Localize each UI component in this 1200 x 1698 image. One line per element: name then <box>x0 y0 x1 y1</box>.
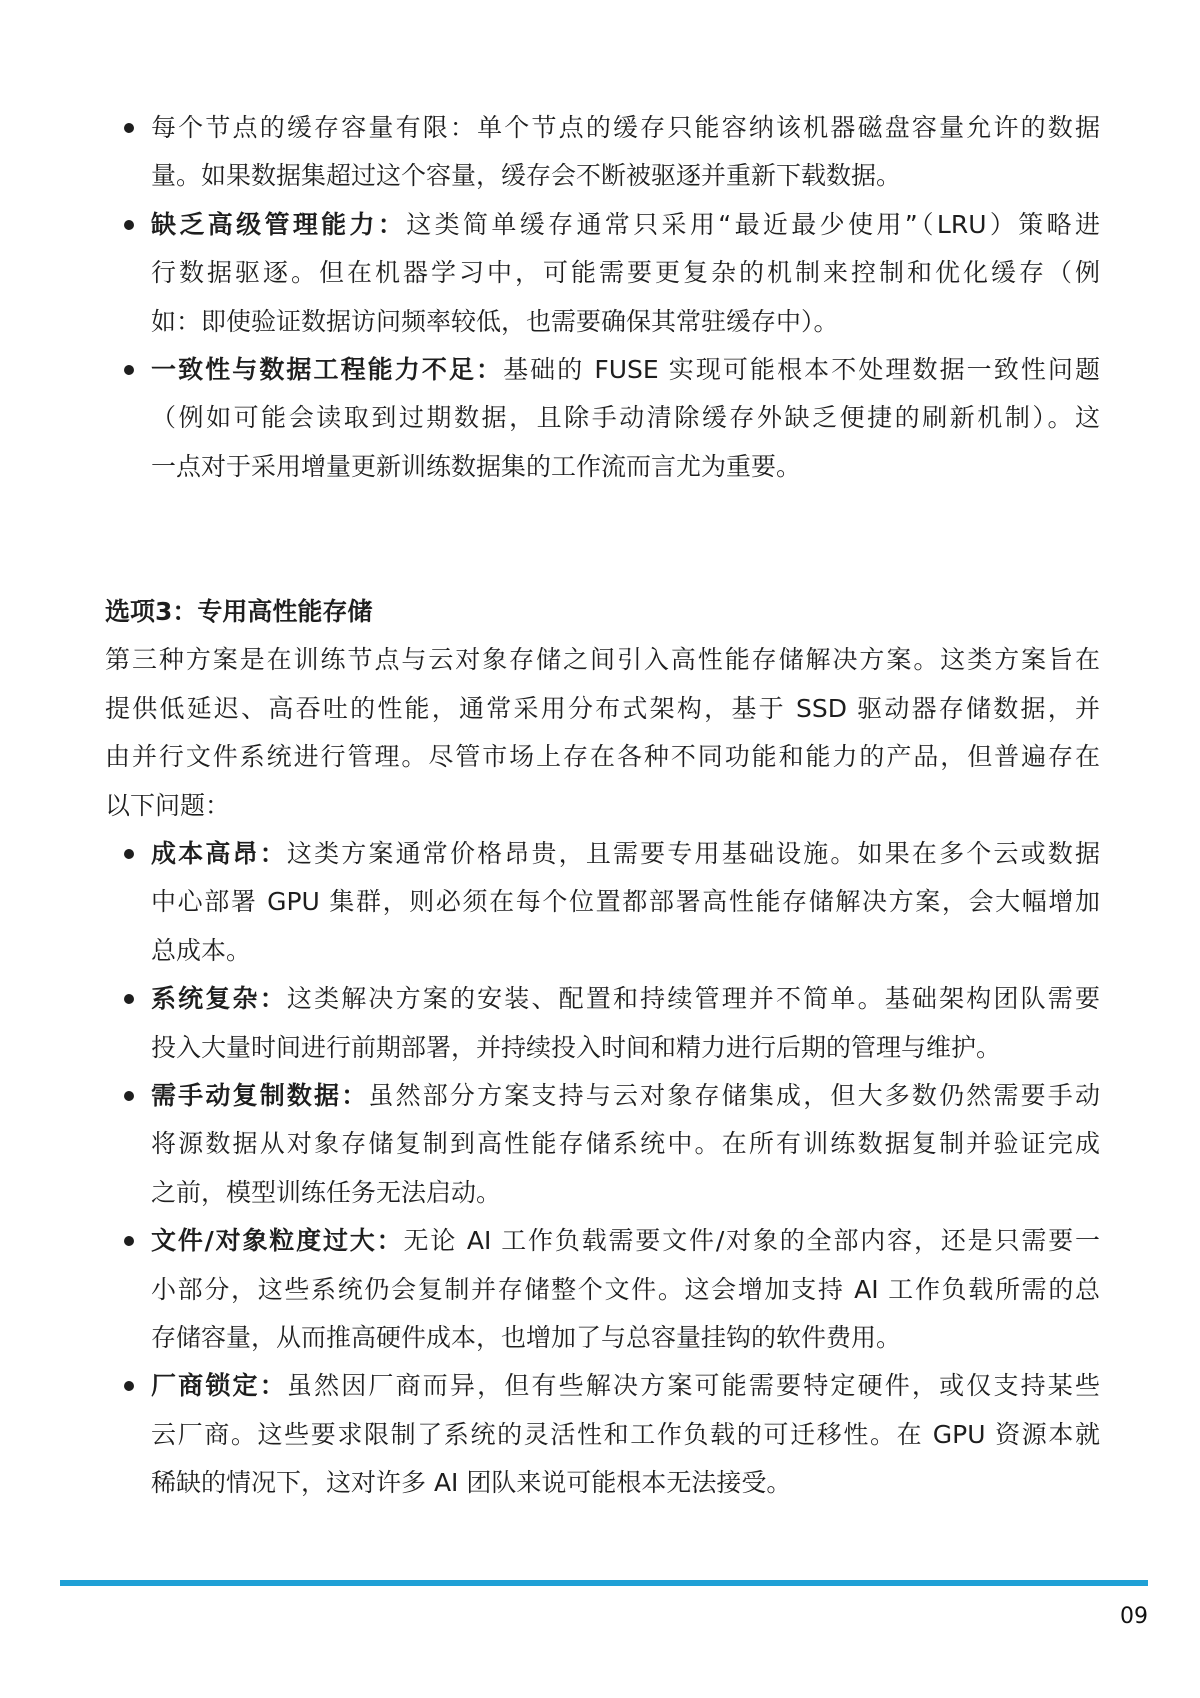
list-item-line <box>151 201 1100 249</box>
bullet-icon <box>124 365 134 375</box>
list-item-text: 中心部署 GPU 集群，则必须在每个位置都部署高性能存储解决方案，会大幅增加 <box>151 887 1100 917</box>
list-item-line <box>151 1314 1100 1362</box>
list-item-text: 这类解决方案的安装、配置和持续管理并不简单。基础架构团队需要 <box>286 984 1100 1014</box>
list-item-label: 成本高昂： <box>151 839 287 868</box>
list-item-line <box>151 1072 1100 1120</box>
list-item-line <box>151 1362 1100 1410</box>
list-item-text: 将源数据从对象存储复制到高性能存储系统中。在所有训练数据复制并验证完成 <box>151 1129 1100 1159</box>
footer-divider <box>60 1580 1148 1586</box>
list-item-line <box>151 104 1100 152</box>
list-item-line <box>151 975 1100 1023</box>
list-item-label: 厂商锁定： <box>151 1371 287 1401</box>
list-item-line <box>151 1169 1100 1217</box>
list-item-text: 这类简单缓存通常只采用“最近最少使用”（LRU）策略进 <box>406 209 1100 239</box>
list-item-label: 文件/对象粒度过大： <box>151 1226 404 1256</box>
list-item-line <box>151 298 1100 346</box>
bullet-icon <box>124 849 134 859</box>
list-item-text: （例如可能会读取到过期数据，且除手动清除缓存外缺乏便捷的刷新机制）。这 <box>151 403 1100 433</box>
list-item-text: 云厂商。这些要求限制了系统的灵活性和工作负载的可迁移性。在 GPU 资源本就 <box>151 1419 1100 1449</box>
list-item-label: 需手动复制数据： <box>151 1081 369 1110</box>
list-item-line <box>151 927 1100 975</box>
list-item-text: 量。如果数据集超过这个容量，缓存会不断被驱逐并重新下载数据。 <box>151 161 902 191</box>
list-item-line <box>151 1266 1100 1314</box>
list-item-text: 虽然因厂商而异，但有些解决方案可能需要特定硬件，或仅支持某些 <box>286 1371 1100 1401</box>
list-item-text: 总成本。 <box>151 935 252 965</box>
list-item-text: 一点对于采用增量更新训练数据集的工作流而言尤为重要。 <box>151 451 802 481</box>
paragraph-line: 由并行文件系统进行管理。尽管市场上存在各种不同功能和能力的产品，但普遍存在 <box>105 742 1100 772</box>
paragraph-line: 以下问题： <box>105 790 231 820</box>
list-item-text: 行数据驱逐。但在机器学习中，可能需要更复杂的机制来控制和优化缓存（例 <box>151 258 1100 288</box>
list-item-line <box>151 878 1100 926</box>
list-item-line <box>151 830 1100 878</box>
list-item-line <box>151 346 1100 394</box>
bullet-icon <box>124 1236 134 1246</box>
page-number: 09 <box>1120 1604 1148 1629</box>
list-item-label: 一致性与数据工程能力不足： <box>151 355 504 384</box>
paragraph-line: 第三种方案是在训练节点与云对象存储之间引入高性能存储解决方案。这类方案旨在 <box>105 645 1100 675</box>
list-item-line <box>151 1217 1100 1265</box>
list-item-text: 稀缺的情况下，这对许多 AI 团队来说可能根本无法接受。 <box>151 1468 792 1498</box>
list-item-text: 存储容量，从而推高硬件成本，也增加了与总容量挂钩的软件费用。 <box>151 1323 902 1352</box>
list-item-line <box>151 443 1100 491</box>
list-item-line <box>151 1120 1100 1168</box>
list-item-text: 基础的 FUSE 实现可能根本不处理数据一致性问题 <box>503 355 1100 384</box>
list-item-text: 这类方案通常价格昂贵，且需要专用基础设施。如果在多个云或数据 <box>286 839 1100 868</box>
bullet-icon <box>124 123 134 133</box>
list-item-text: 每个节点的缓存容量有限：单个节点的缓存只能容纳该机器磁盘容量允许的数据 <box>151 113 1100 142</box>
section-heading: 选项3：专用高性能存储 <box>105 597 373 626</box>
list-item-text: 小部分，这些系统仍会复制并存储整个文件。这会增加支持 AI 工作负载所需的总 <box>151 1274 1100 1304</box>
list-item-label: 缺乏高级管理能力： <box>151 209 407 239</box>
list-item-label: 系统复杂： <box>151 984 287 1014</box>
list-item-line <box>151 1411 1100 1459</box>
bullet-icon <box>124 1091 134 1101</box>
list-item-line <box>151 1459 1100 1507</box>
list-item-text: 如：即使验证数据访问频率较低，也需要确保其常驻缓存中）。 <box>151 306 839 336</box>
list-item-line <box>151 249 1100 297</box>
list-item-text: 之前，模型训练任务无法启动。 <box>151 1177 502 1207</box>
list-item-line <box>151 152 1100 200</box>
list-item-text: 虽然部分方案支持与云对象存储集成，但大多数仍然需要手动 <box>368 1081 1100 1110</box>
bullet-icon <box>124 220 134 230</box>
bullet-icon <box>124 1381 134 1391</box>
paragraph-line: 提供低延迟、高吞吐的性能，通常采用分布式架构，基于 SSD 驱动器存储数据，并 <box>105 693 1100 723</box>
list-item-line <box>151 394 1100 442</box>
bullet-icon <box>124 994 134 1004</box>
list-item-line <box>151 1024 1100 1072</box>
list-item-text: 无论 AI 工作负载需要文件/对象的全部内容，还是只需要一 <box>403 1226 1100 1256</box>
list-item-text: 投入大量时间进行前期部署，并持续投入时间和精力进行后期的管理与维护。 <box>151 1032 1002 1062</box>
